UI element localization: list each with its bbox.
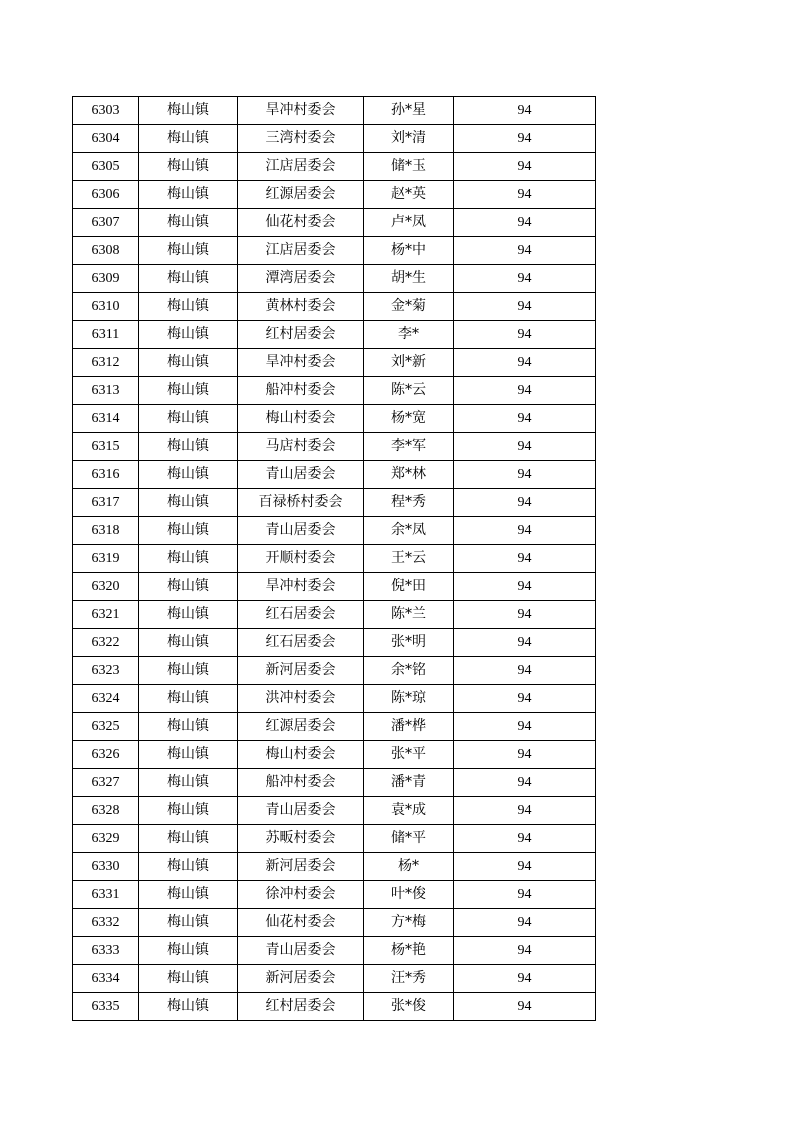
cell-committee: 新河居委会 xyxy=(238,853,364,881)
cell-town: 梅山镇 xyxy=(139,937,238,965)
cell-name: 刘*新 xyxy=(364,349,454,377)
cell-id: 6331 xyxy=(73,881,139,909)
cell-score: 94 xyxy=(454,265,596,293)
cell-committee: 船冲村委会 xyxy=(238,377,364,405)
cell-town: 梅山镇 xyxy=(139,741,238,769)
cell-id: 6310 xyxy=(73,293,139,321)
cell-committee: 青山居委会 xyxy=(238,517,364,545)
table-row xyxy=(73,153,596,181)
cell-town: 梅山镇 xyxy=(139,517,238,545)
cell-score: 94 xyxy=(454,769,596,797)
table-row xyxy=(73,657,596,685)
cell-name: 陈*云 xyxy=(364,377,454,405)
cell-id: 6304 xyxy=(73,125,139,153)
cell-score: 94 xyxy=(454,881,596,909)
cell-id: 6320 xyxy=(73,573,139,601)
table-row xyxy=(73,601,596,629)
cell-committee: 潭湾居委会 xyxy=(238,265,364,293)
cell-score: 94 xyxy=(454,153,596,181)
cell-name: 余*凤 xyxy=(364,517,454,545)
cell-committee: 青山居委会 xyxy=(238,461,364,489)
cell-town: 梅山镇 xyxy=(139,461,238,489)
cell-score: 94 xyxy=(454,937,596,965)
cell-name: 刘*清 xyxy=(364,125,454,153)
table-row xyxy=(73,545,596,573)
cell-score: 94 xyxy=(454,181,596,209)
table-row xyxy=(73,965,596,993)
cell-name: 叶*俊 xyxy=(364,881,454,909)
table-row xyxy=(73,517,596,545)
cell-score: 94 xyxy=(454,741,596,769)
cell-name: 赵*英 xyxy=(364,181,454,209)
cell-id: 6327 xyxy=(73,769,139,797)
cell-town: 梅山镇 xyxy=(139,97,238,125)
cell-town: 梅山镇 xyxy=(139,573,238,601)
cell-id: 6305 xyxy=(73,153,139,181)
cell-score: 94 xyxy=(454,993,596,1021)
cell-committee: 仙花村委会 xyxy=(238,909,364,937)
cell-score: 94 xyxy=(454,685,596,713)
table-row xyxy=(73,685,596,713)
cell-id: 6303 xyxy=(73,97,139,125)
cell-town: 梅山镇 xyxy=(139,545,238,573)
cell-committee: 旱冲村委会 xyxy=(238,97,364,125)
cell-id: 6306 xyxy=(73,181,139,209)
table-row xyxy=(73,461,596,489)
cell-id: 6329 xyxy=(73,825,139,853)
cell-name: 余*铭 xyxy=(364,657,454,685)
cell-town: 梅山镇 xyxy=(139,265,238,293)
table-row xyxy=(73,769,596,797)
cell-id: 6334 xyxy=(73,965,139,993)
cell-name: 郑*林 xyxy=(364,461,454,489)
cell-name: 杨*中 xyxy=(364,237,454,265)
cell-id: 6307 xyxy=(73,209,139,237)
cell-committee: 红石居委会 xyxy=(238,601,364,629)
cell-town: 梅山镇 xyxy=(139,685,238,713)
table-row xyxy=(73,265,596,293)
cell-score: 94 xyxy=(454,825,596,853)
cell-id: 6308 xyxy=(73,237,139,265)
cell-name: 陈*兰 xyxy=(364,601,454,629)
cell-name: 王*云 xyxy=(364,545,454,573)
table-row xyxy=(73,909,596,937)
cell-id: 6319 xyxy=(73,545,139,573)
cell-committee: 红石居委会 xyxy=(238,629,364,657)
cell-committee: 百禄桥村委会 xyxy=(238,489,364,517)
cell-id: 6321 xyxy=(73,601,139,629)
cell-town: 梅山镇 xyxy=(139,657,238,685)
cell-score: 94 xyxy=(454,321,596,349)
cell-town: 梅山镇 xyxy=(139,321,238,349)
cell-score: 94 xyxy=(454,965,596,993)
table-row xyxy=(73,181,596,209)
cell-committee: 梅山村委会 xyxy=(238,405,364,433)
cell-town: 梅山镇 xyxy=(139,209,238,237)
cell-name: 卢*凤 xyxy=(364,209,454,237)
cell-id: 6324 xyxy=(73,685,139,713)
cell-id: 6312 xyxy=(73,349,139,377)
cell-town: 梅山镇 xyxy=(139,909,238,937)
table-row xyxy=(73,629,596,657)
cell-town: 梅山镇 xyxy=(139,153,238,181)
cell-committee: 马店村委会 xyxy=(238,433,364,461)
table-row xyxy=(73,209,596,237)
cell-name: 袁*成 xyxy=(364,797,454,825)
cell-score: 94 xyxy=(454,377,596,405)
cell-name: 潘*青 xyxy=(364,769,454,797)
cell-committee: 仙花村委会 xyxy=(238,209,364,237)
cell-town: 梅山镇 xyxy=(139,433,238,461)
cell-id: 6332 xyxy=(73,909,139,937)
cell-name: 杨*艳 xyxy=(364,937,454,965)
table-row xyxy=(73,237,596,265)
cell-committee: 红源居委会 xyxy=(238,713,364,741)
cell-town: 梅山镇 xyxy=(139,489,238,517)
table-row xyxy=(73,825,596,853)
data-table xyxy=(72,96,596,1021)
cell-name: 李* xyxy=(364,321,454,349)
cell-committee: 徐冲村委会 xyxy=(238,881,364,909)
cell-committee: 船冲村委会 xyxy=(238,769,364,797)
cell-committee: 洪冲村委会 xyxy=(238,685,364,713)
cell-town: 梅山镇 xyxy=(139,125,238,153)
cell-committee: 旱冲村委会 xyxy=(238,573,364,601)
cell-score: 94 xyxy=(454,97,596,125)
cell-id: 6323 xyxy=(73,657,139,685)
cell-town: 梅山镇 xyxy=(139,377,238,405)
cell-town: 梅山镇 xyxy=(139,713,238,741)
cell-town: 梅山镇 xyxy=(139,853,238,881)
cell-score: 94 xyxy=(454,433,596,461)
cell-name: 孙*星 xyxy=(364,97,454,125)
cell-score: 94 xyxy=(454,293,596,321)
cell-name: 方*梅 xyxy=(364,909,454,937)
cell-score: 94 xyxy=(454,629,596,657)
table-row xyxy=(73,377,596,405)
cell-score: 94 xyxy=(454,601,596,629)
cell-town: 梅山镇 xyxy=(139,797,238,825)
table-row xyxy=(73,97,596,125)
cell-committee: 新河居委会 xyxy=(238,965,364,993)
cell-id: 6328 xyxy=(73,797,139,825)
cell-id: 6311 xyxy=(73,321,139,349)
cell-committee: 江店居委会 xyxy=(238,153,364,181)
table-row xyxy=(73,349,596,377)
cell-town: 梅山镇 xyxy=(139,769,238,797)
cell-name: 杨*宽 xyxy=(364,405,454,433)
cell-id: 6314 xyxy=(73,405,139,433)
cell-name: 李*军 xyxy=(364,433,454,461)
cell-name: 胡*生 xyxy=(364,265,454,293)
cell-score: 94 xyxy=(454,797,596,825)
table-row xyxy=(73,741,596,769)
cell-id: 6333 xyxy=(73,937,139,965)
cell-committee: 三湾村委会 xyxy=(238,125,364,153)
cell-name: 杨* xyxy=(364,853,454,881)
table-row xyxy=(73,293,596,321)
cell-score: 94 xyxy=(454,573,596,601)
cell-id: 6330 xyxy=(73,853,139,881)
cell-id: 6309 xyxy=(73,265,139,293)
cell-town: 梅山镇 xyxy=(139,349,238,377)
cell-town: 梅山镇 xyxy=(139,601,238,629)
cell-town: 梅山镇 xyxy=(139,881,238,909)
cell-committee: 苏畈村委会 xyxy=(238,825,364,853)
cell-name: 张*俊 xyxy=(364,993,454,1021)
cell-name: 潘*桦 xyxy=(364,713,454,741)
cell-town: 梅山镇 xyxy=(139,293,238,321)
table-row xyxy=(73,321,596,349)
cell-score: 94 xyxy=(454,237,596,265)
cell-name: 程*秀 xyxy=(364,489,454,517)
cell-id: 6335 xyxy=(73,993,139,1021)
cell-score: 94 xyxy=(454,545,596,573)
cell-town: 梅山镇 xyxy=(139,965,238,993)
cell-committee: 青山居委会 xyxy=(238,937,364,965)
cell-town: 梅山镇 xyxy=(139,405,238,433)
cell-name: 金*菊 xyxy=(364,293,454,321)
table-row xyxy=(73,937,596,965)
cell-id: 6313 xyxy=(73,377,139,405)
cell-score: 94 xyxy=(454,405,596,433)
table-body xyxy=(73,97,596,1021)
cell-name: 储*平 xyxy=(364,825,454,853)
cell-id: 6325 xyxy=(73,713,139,741)
table-row xyxy=(73,993,596,1021)
table-row xyxy=(73,853,596,881)
cell-committee: 红村居委会 xyxy=(238,993,364,1021)
cell-name: 汪*秀 xyxy=(364,965,454,993)
cell-score: 94 xyxy=(454,489,596,517)
cell-id: 6326 xyxy=(73,741,139,769)
cell-committee: 红源居委会 xyxy=(238,181,364,209)
cell-town: 梅山镇 xyxy=(139,993,238,1021)
cell-score: 94 xyxy=(454,461,596,489)
table-row xyxy=(73,405,596,433)
cell-name: 储*玉 xyxy=(364,153,454,181)
cell-town: 梅山镇 xyxy=(139,181,238,209)
cell-score: 94 xyxy=(454,909,596,937)
cell-town: 梅山镇 xyxy=(139,629,238,657)
cell-score: 94 xyxy=(454,657,596,685)
cell-id: 6317 xyxy=(73,489,139,517)
cell-committee: 旱冲村委会 xyxy=(238,349,364,377)
cell-committee: 新河居委会 xyxy=(238,657,364,685)
table-row xyxy=(73,125,596,153)
cell-id: 6318 xyxy=(73,517,139,545)
cell-committee: 开顺村委会 xyxy=(238,545,364,573)
table-row xyxy=(73,573,596,601)
cell-id: 6322 xyxy=(73,629,139,657)
cell-score: 94 xyxy=(454,517,596,545)
table-row xyxy=(73,797,596,825)
table-row xyxy=(73,489,596,517)
table-row xyxy=(73,433,596,461)
cell-committee: 红村居委会 xyxy=(238,321,364,349)
cell-committee: 黄林村委会 xyxy=(238,293,364,321)
cell-name: 张*平 xyxy=(364,741,454,769)
cell-town: 梅山镇 xyxy=(139,237,238,265)
cell-name: 陈*琼 xyxy=(364,685,454,713)
table-row xyxy=(73,881,596,909)
cell-score: 94 xyxy=(454,209,596,237)
cell-committee: 青山居委会 xyxy=(238,797,364,825)
cell-name: 倪*田 xyxy=(364,573,454,601)
cell-score: 94 xyxy=(454,349,596,377)
cell-town: 梅山镇 xyxy=(139,825,238,853)
table-row xyxy=(73,713,596,741)
cell-committee: 梅山村委会 xyxy=(238,741,364,769)
cell-name: 张*明 xyxy=(364,629,454,657)
cell-id: 6315 xyxy=(73,433,139,461)
cell-id: 6316 xyxy=(73,461,139,489)
cell-score: 94 xyxy=(454,125,596,153)
cell-committee: 江店居委会 xyxy=(238,237,364,265)
cell-score: 94 xyxy=(454,853,596,881)
cell-score: 94 xyxy=(454,713,596,741)
